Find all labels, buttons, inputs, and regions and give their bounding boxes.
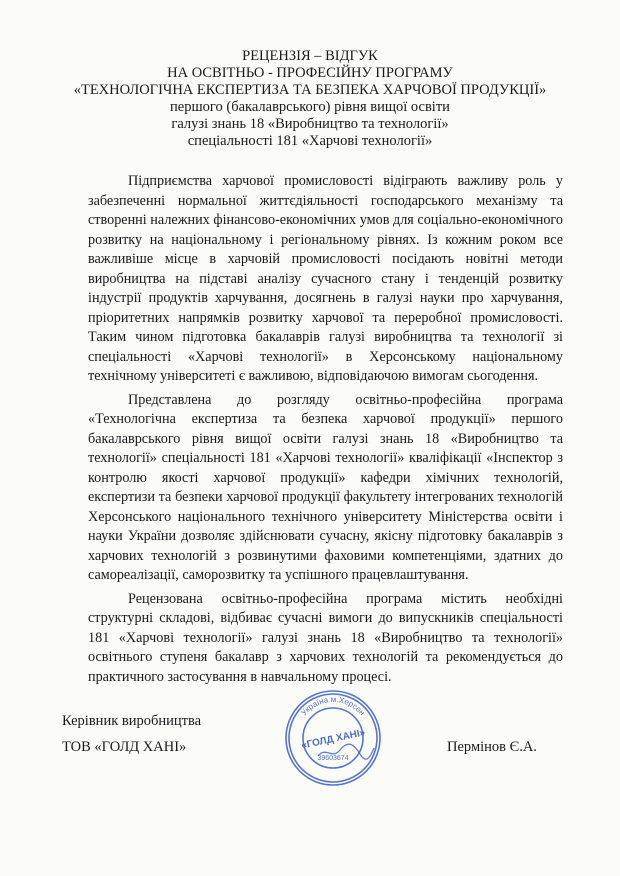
title-line-2: НА ОСВІТНЬО - ПРОФЕСІЙНУ ПРОГРАМУ — [167, 65, 453, 81]
title-line-3: «ТЕХНОЛОГІЧНА ЕКСПЕРТИЗА ТА БЕЗПЕКА ХАРЧОВОЇ ПРОДУКЦІЇ» — [73, 82, 547, 98]
company-stamp-icon — [283, 688, 383, 788]
title-line-4: першого (бакалаврського) рівня вищої освіти — [170, 99, 450, 115]
stamp-top-text: Україна м.Херсон — [299, 694, 367, 718]
document-title — [40, 48, 580, 150]
title-line-6: спеціальності 181 «Харчові технології» — [187, 133, 433, 149]
paragraph-3: Рецензована освітньо-професійна програма містить необхідні структурні складові, відбиває сучасні вимоги до випускників спеціальності 181 «Харчові технології» галузі знань 18 «Виробництво та технології» освітнього ступеня бакалавр з харчових технологій та рекомендується до практичного застосування в навчальному процесі. — [88, 590, 563, 685]
signer-role: Керівник виробництва — [62, 713, 202, 729]
title-line-1: РЕЦЕНЗІЯ – ВІДГУК — [242, 48, 378, 64]
paragraph-2: Представлена до розгляду освітньо-професійна програма «Технологічна експертиза та безпека харчової продукції» першого бакалаврського рівня вищої освіти галузі знань 18 «Виробництво та технології» спеціальності 181 «Харчові технології» кваліфікації «Інспектор з контролю якості харчової продукції» кафедри хімічних технологій, експертизи та безпеки харчової продукції факультету інтегрованих технологій Херсонського національного технічного університету Міністерства освіти і науки України дозволяє здійснювати сучасну, якісну підготовку бакалаврів з харчових технологій з розвинутими фаховими компетенціями, здатних до самореалізації, саморозвитку та успішного працевлаштування. — [88, 391, 563, 583]
signer-name: Пермінов Є.А. — [447, 739, 537, 755]
stamp-code: 39603674 — [317, 755, 349, 762]
document-body — [88, 172, 563, 691]
svg-text:Україна м.Херсон — [299, 695, 366, 717]
signer-company: ТОВ «ГОЛД ХАНІ» — [62, 739, 187, 755]
stamp-center-text: «ГОЛД ХАНІ» — [300, 727, 367, 752]
paragraph-1: Підприємства харчової промисловості відіграють важливу роль у забезпеченні нормальної життєдіяльності господарського механізму та створенні належних фінансово-економічних умов для соціально-економічного розвитку на національному і регіональному рівнях. Із кожним роком все важливіше місце в харчовій промисловості посідають новітні методи виробництва на підставі аналізу сучасного стану і тенденцій розвитку індустрії продуктів харчування, досягнень в галузі науки про харчування, пріоритетних напрямків розвитку харчової та переробної промисловості. Таким чином підготовка бакалаврів галузі виробництва та технології зі спеціальності «Харчові технології» в Херсонському національному технічному університеті є важливою, відповідаючою вимогам сьогодення. — [88, 173, 563, 384]
title-line-5: галузі знань 18 «Виробництво та технології» — [171, 116, 449, 132]
handwritten-signature-icon — [316, 742, 376, 762]
